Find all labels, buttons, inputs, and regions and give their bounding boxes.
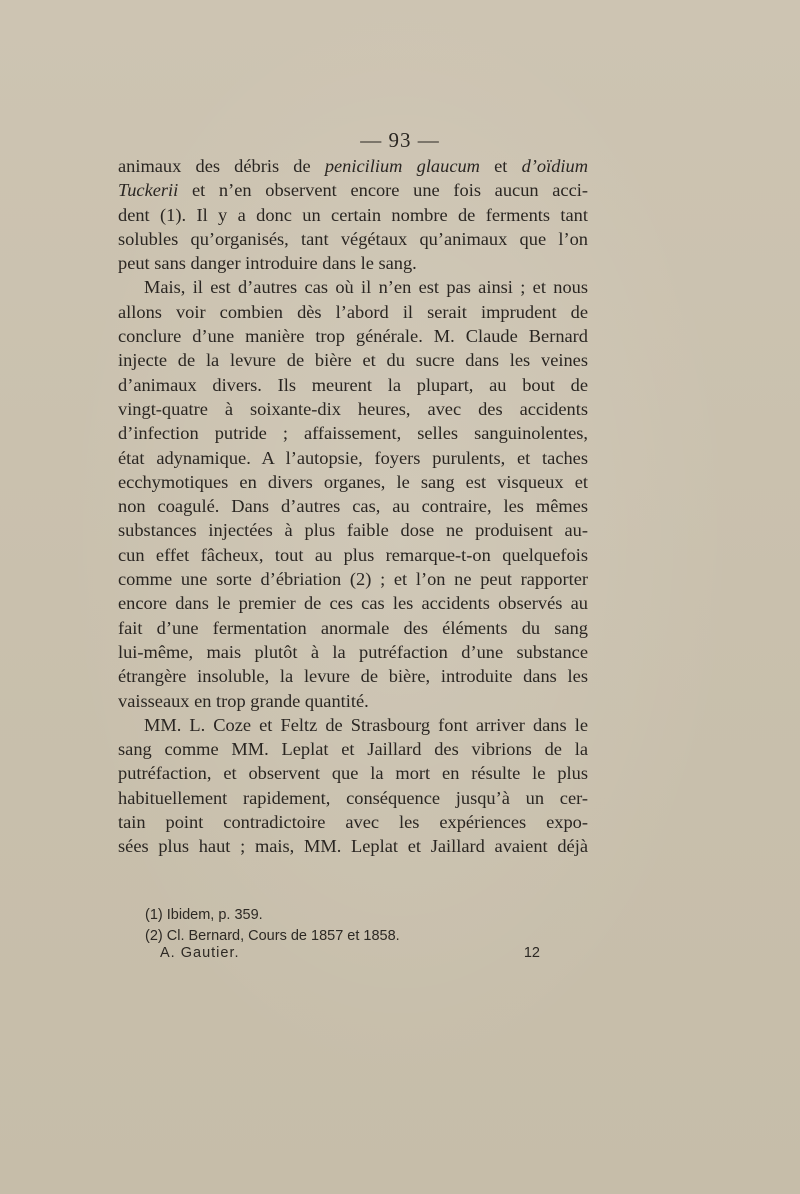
text-line-15: non coagulé. Dans d’autres cas, au contraire, les mêmes <box>118 496 588 517</box>
text-line-17: cun effet fâcheux, tout au plus remarque-t-on quelquefois <box>118 544 588 565</box>
author-signature: A. Gautier. <box>160 945 240 961</box>
text-line-19: encore dans le premier de ces cas les accidents observés au <box>118 593 588 614</box>
text-line-13: état adynamique. A l’autopsie, foyers purulents, et taches <box>118 447 588 468</box>
text-line-9: injecte de la levure de bière et du sucre dans les veines <box>118 350 588 371</box>
sheet-number: 12 <box>523 945 540 961</box>
text-line-18: comme une sorte d’ébriation (2) ; et l’on ne peut rapporter <box>118 569 588 590</box>
text-line-25: sang comme MM. Leplat et Jaillard des vibrions de la <box>118 739 588 760</box>
text-line-11: vingt-quatre à soixante-dix heures, avec des accidents <box>118 398 588 419</box>
text-line-2: Tuckerii et n’en observent encore une fois aucun acci- <box>118 180 588 201</box>
text-line-16: substances injectées à plus faible dose ne produisent au- <box>118 520 588 541</box>
footnote-2: (2) Cl. Bernard, Cours de 1857 et 1858. <box>145 928 400 944</box>
text-line-14: ecchymotiques en divers organes, le sang est visqueux et <box>118 471 588 492</box>
text-line-24: MM. L. Coze et Feltz de Strasbourg font arriver dans le <box>144 714 588 735</box>
text-line-6: Mais, il est d’autres cas où il n’en est pas ainsi ; et nous <box>144 277 588 298</box>
text-line-22: étrangère insoluble, la levure de bière, introduite dans les <box>118 666 588 687</box>
text-line-28: tain point contradictoire avec les expériences expo- <box>118 812 588 833</box>
text-line-26: putréfaction, et observent que la mort en résulte le plus <box>118 763 588 784</box>
text-line-1: animaux des débris de penicilium glaucum et d’oïdium <box>118 156 588 176</box>
footnote-1: (1) Ibidem, p. 359. <box>145 907 263 923</box>
footnotes <box>145 905 595 947</box>
text-line-7: allons voir combien dès l’abord il serait imprudent de <box>118 301 588 322</box>
text-line-21: lui-même, mais plutôt à la putréfaction d’une substance <box>118 641 588 662</box>
text-line-3: dent (1). Il y a donc un certain nombre de ferments tant <box>118 204 588 225</box>
text-line-8: conclure d’une manière trop générale. M. Claude Bernard <box>118 326 588 347</box>
text-line-29: sées plus haut ; mais, MM. Leplat et Jaillard avaient déjà <box>118 836 588 857</box>
text-line-23: vaisseaux en trop grande quantité. <box>118 690 369 711</box>
text-line-5: peut sans danger introduire dans le sang. <box>118 253 417 274</box>
body-text <box>118 154 588 859</box>
text-line-27: habituellement rapidement, conséquence jusqu’à un cer- <box>118 787 588 808</box>
signature-row <box>160 945 540 965</box>
text-line-4: solubles qu’organisés, tant végétaux qu’animaux que l’on <box>118 228 588 249</box>
text-line-12: d’infection putride ; affaissement, selles sanguinolentes, <box>118 423 588 444</box>
page-number: — 93 — <box>360 128 440 152</box>
text-line-20: fait d’une fermentation anormale des éléments du sang <box>118 617 588 638</box>
text-line-10: d’animaux divers. Ils meurent la plupart, au bout de <box>118 374 588 395</box>
